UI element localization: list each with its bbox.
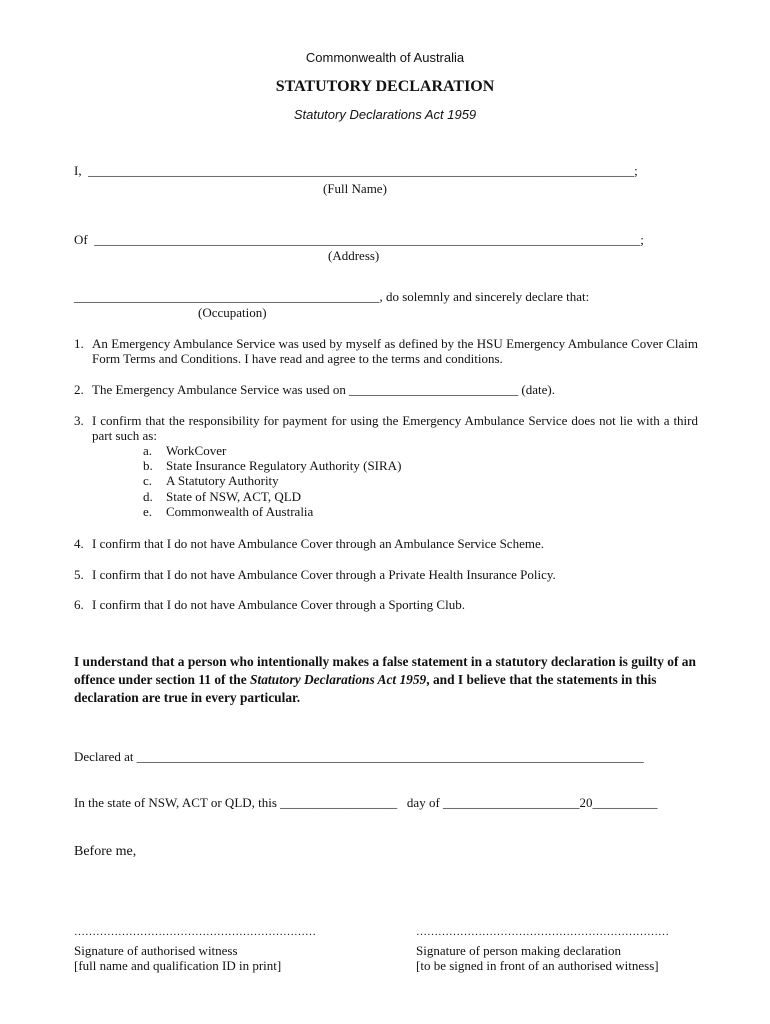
item-text: I confirm that I do not have Ambulance Cover through a Private Health Insurance Policy. (92, 567, 556, 582)
address-field[interactable]: Of ____________________________________________________________________________________; (74, 232, 644, 247)
before-me-label: Before me, (74, 844, 137, 859)
declarant-signature-note: [to be signed in front of an authorised witness] (416, 958, 659, 973)
occupation-caption: (Occupation) (198, 305, 267, 320)
list-item (74, 413, 698, 443)
act-reference: Statutory Declarations Act 1959 (250, 672, 427, 687)
list-item (74, 336, 698, 366)
witness-signature-note: [full name and qualification ID in print] (74, 958, 282, 973)
full-name-field[interactable]: I, ____________________________________________________________________________________; (74, 163, 638, 178)
sub-list-item: e. Commonwealth of Australia (143, 503, 314, 519)
item-number: 6. (74, 597, 84, 612)
date-used-field[interactable]: The Emergency Ambulance Service was used on __________________________ (date). (92, 382, 555, 397)
list-item (74, 382, 698, 397)
sub-list-item: c. A Statutory Authority (143, 473, 279, 489)
item-number: 4. (74, 536, 84, 551)
sub-list-item: a. WorkCover (143, 443, 227, 458)
list-item (74, 536, 698, 551)
item-number: 3. (74, 413, 84, 428)
item-text: An Emergency Ambulance Service was used by myself as defined by the HSU Emergency Ambulance Cover Claim Form Terms and Conditions. I have read and agree to the terms and conditions. (92, 336, 698, 366)
item-number: 5. (74, 567, 84, 582)
witness-signature-label: Signature of authorised witness (74, 943, 238, 958)
declarant-signature-label: Signature of person making declaration (416, 943, 622, 958)
date-of-declaration-field[interactable]: In the state of NSW, ACT or QLD, this __________________ day of _____________________20__________ (74, 795, 658, 810)
declarant-signature-line[interactable]: …………………………………………………………… (416, 926, 669, 938)
item-text: I confirm that the responsibility for payment for using the Emergency Ambulance Service does not lie with a third part such as: (92, 413, 698, 443)
address-caption: (Address) (328, 248, 380, 263)
declared-at-field[interactable]: Declared at ______________________________________________________________________________ (74, 749, 644, 764)
item-number: 1. (74, 336, 84, 351)
sub-list-item: b. State Insurance Regulatory Authority (SIRA) (143, 458, 402, 474)
third-party-list (143, 443, 401, 519)
full-name-caption: (Full Name) (323, 181, 387, 196)
item-text: I confirm that I do not have Ambulance Cover through an Ambulance Service Scheme. (92, 536, 544, 551)
false-statement-warning: I understand that a person who intentionally makes a false statement in a statutory declaration is guilty of an offence under section 11 of the Statutory Declarations Act 1959, and I believe that the statements in this declaration are true in every particular. (74, 654, 696, 705)
page-title: STATUTORY DECLARATION (275, 78, 495, 95)
act-subtitle: Statutory Declarations Act 1959 (293, 107, 477, 122)
witness-signature-line[interactable]: ………………………………………………………… (74, 926, 316, 938)
occupation-field[interactable]: _______________________________________________, do solemnly and sincerely declare that: (74, 289, 590, 304)
list-item (74, 567, 698, 582)
item-text: I confirm that I do not have Ambulance Cover through a Sporting Club. (92, 597, 465, 612)
item-number: 2. (74, 382, 84, 397)
list-item (74, 597, 698, 612)
sub-list-item: d. State of NSW, ACT, QLD (143, 488, 302, 504)
commonwealth-heading: Commonwealth of Australia (305, 50, 465, 65)
